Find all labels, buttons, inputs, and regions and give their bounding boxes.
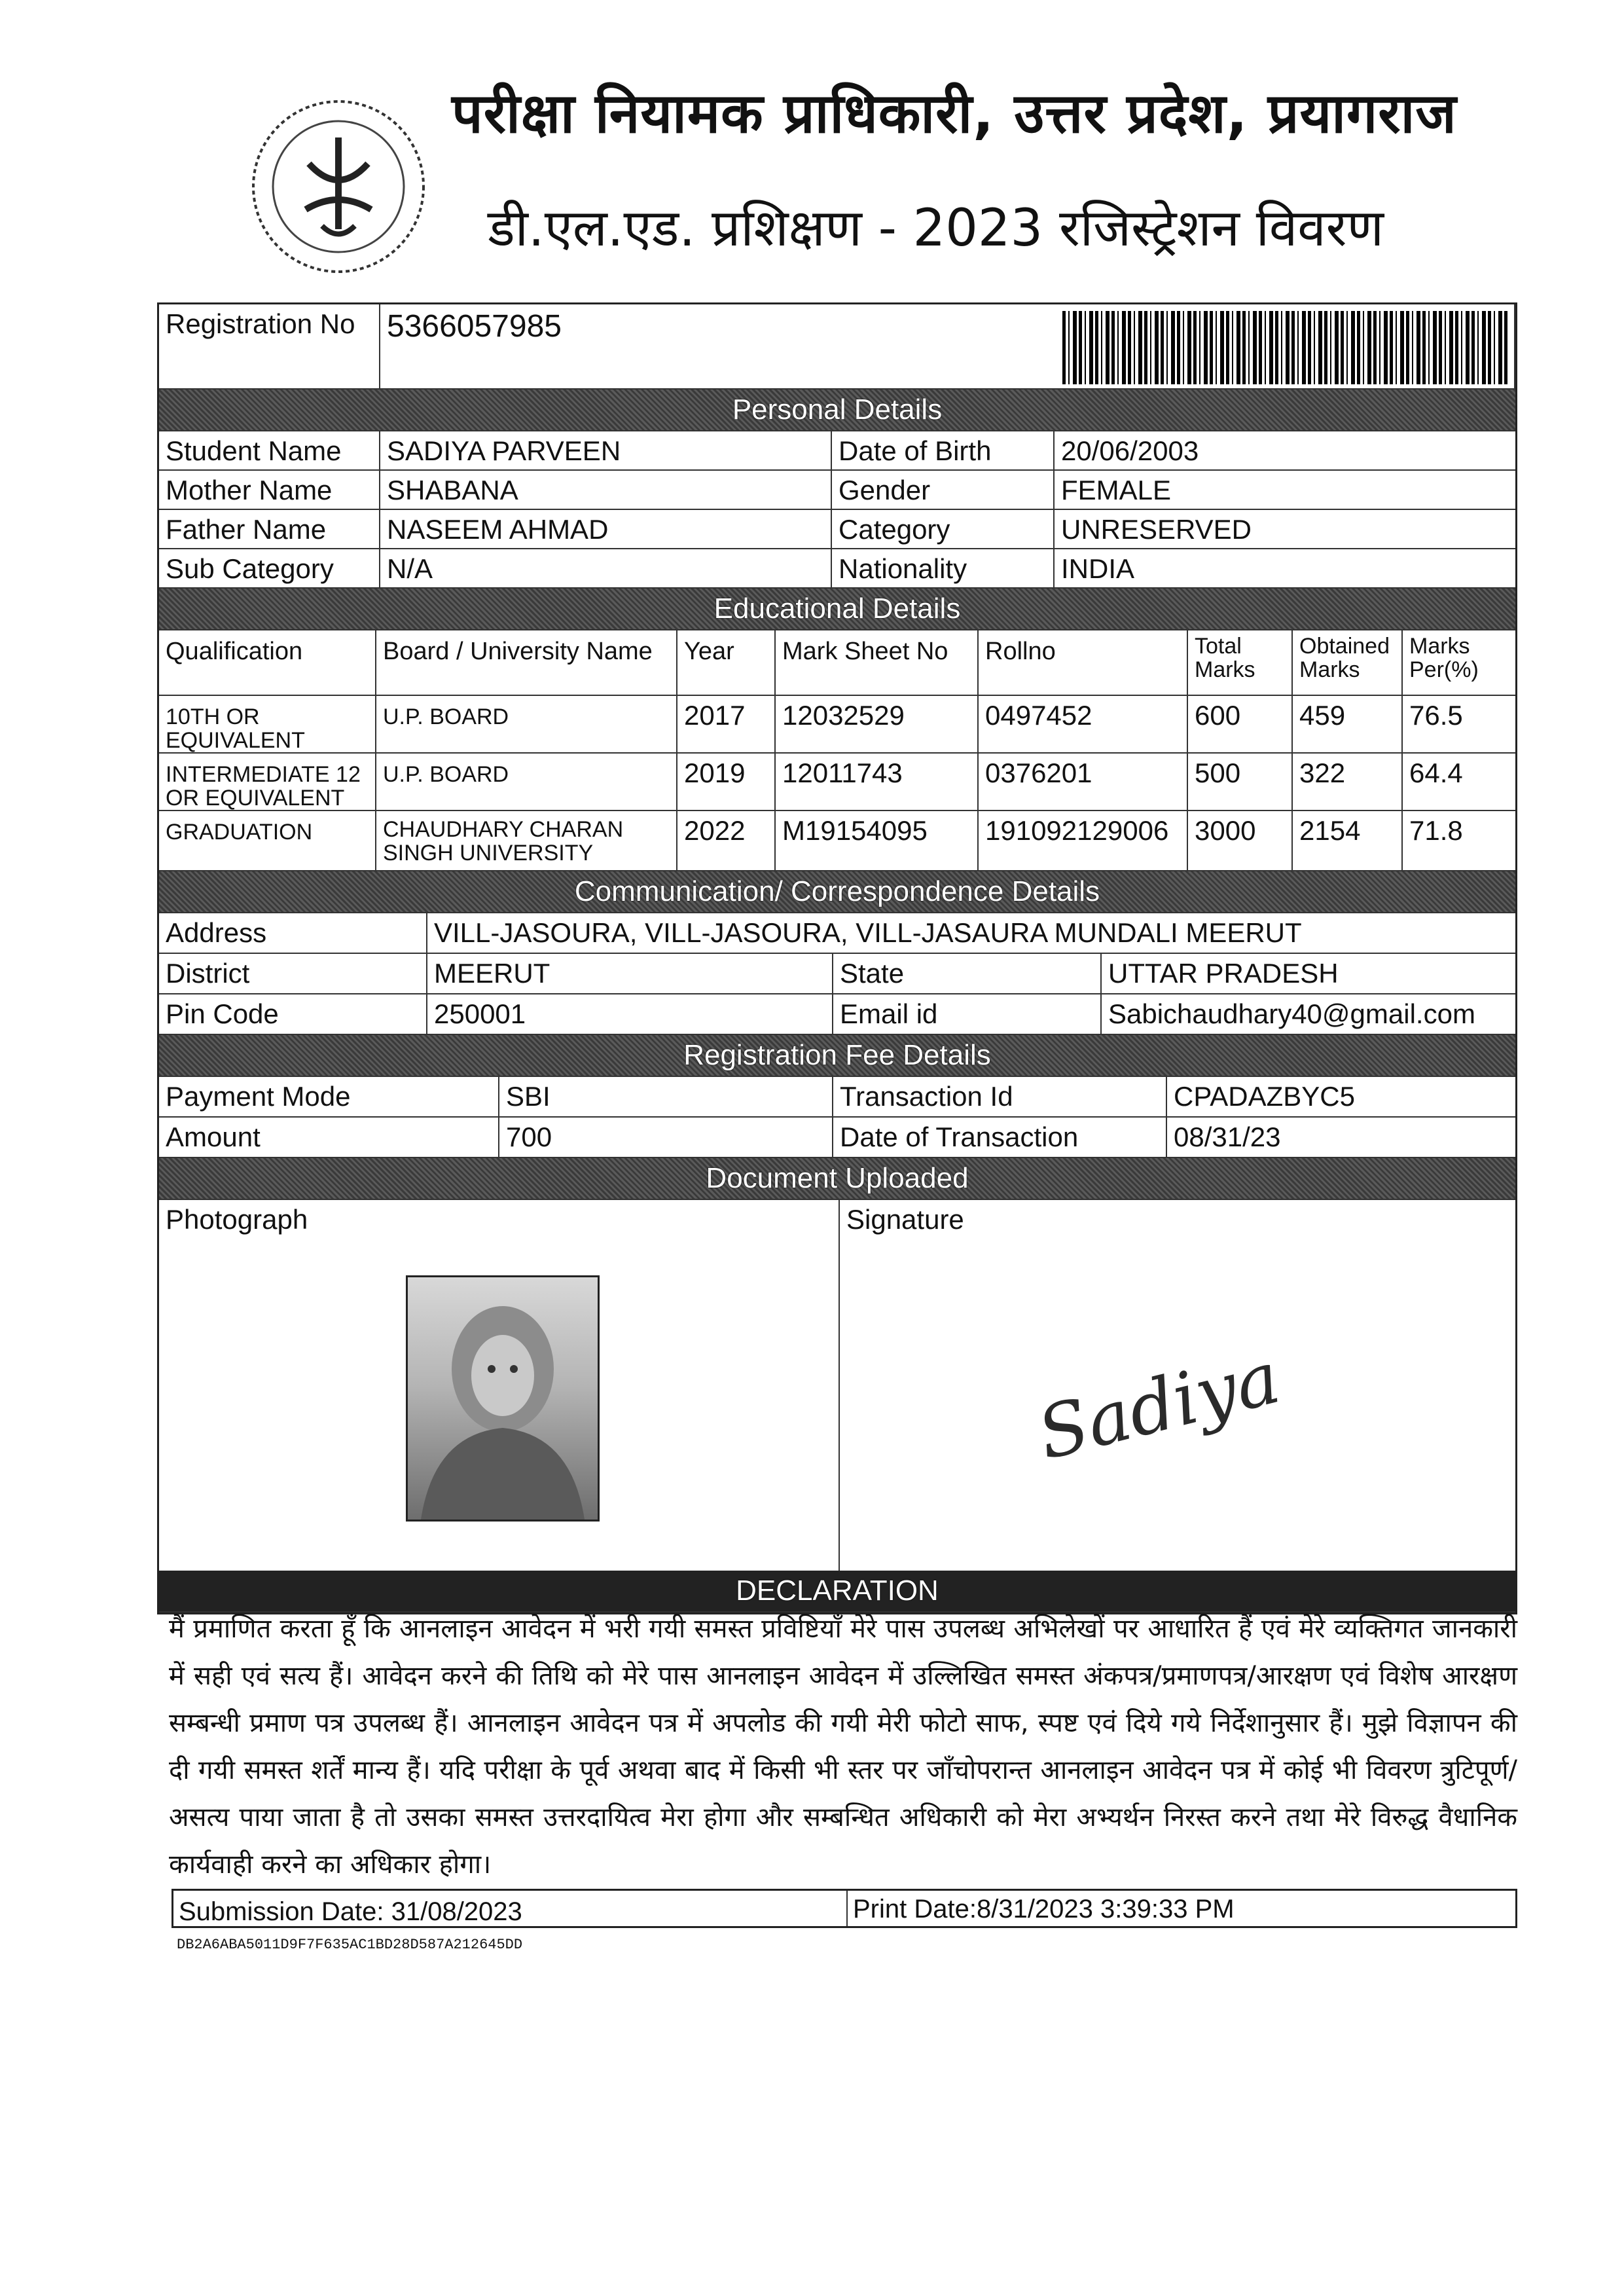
table-cell: 12011743: [776, 754, 979, 810]
declaration-heading: DECLARATION: [159, 1571, 1515, 1613]
applicant-photograph: [406, 1275, 600, 1522]
payment-row: [159, 1077, 1515, 1118]
table-cell: 600: [1188, 696, 1293, 752]
photograph-label: Photograph: [159, 1200, 840, 1571]
educational-details-heading: Educational Details: [159, 589, 1515, 630]
declaration-text: मैं प्रमाणित करता हूँ कि आनलाइन आवेदन में भरी गयी समस्त प्रविष्टियाँ मेरे पास उपलब्ध अभिलेखों पर आधारित हैं एवं मेरे व्यक्तिगत जानकारी में सही एवं सत्य हैं। आवेदन करने की तिथि को मेरे पास आनलाइन आवेदन में उल्लिखित समस्त अंकपत्र/प्रमाणपत्र/आरक्षण एवं विशेष आरक्षण सम्बन्धी प्रमाण पत्र उपलब्ध हैं। आनलाइन आवेदन पत्र में अपलोड की गयी मेरी फोटो साफ, स्पष्ट एवं दिये गये निर्देशानुसार हैं। मुझे विज्ञापन की दी गयी समस्त शर्तें मान्य हैं। यदि परीक्षा के पूर्व अथवा बाद में किसी भी स्तर पर जाँचोपरान्त आनलाइन आवेदन पत्र में कोई भी विवरण त्रुटिपूर्ण/असत्य पाया जाता है तो उसका समस्त उत्तरदायित्व मेरा होगा और सम्बन्धित अधिकारी को मेरा अभ्यर्थन निरस्त करने तथा मेरे विरुद्ध वैधानिक कार्यवाही करने का अधिकार होगा।: [169, 1614, 1517, 1880]
amount-row: [159, 1118, 1515, 1158]
document-subtitle: डी.एल.एड. प्रशिक्षण - 2023 रजिस्ट्रेशन विवरण: [488, 199, 1384, 258]
gender-value: FEMALE: [1061, 475, 1172, 505]
address-value: VILL-JASOURA, VILL-JASOURA, VILL-JASAURA MUNDALI MEERUT: [434, 917, 1302, 948]
sub-category-value: N/A: [380, 549, 832, 587]
amount-label: Amount: [159, 1118, 499, 1157]
table-cell: 459: [1293, 696, 1403, 752]
table-cell: 76.5: [1409, 700, 1463, 731]
table-cell: 0497452: [979, 696, 1188, 752]
student-name-label: Student Name: [159, 431, 380, 469]
transaction-date-label: Date of Transaction: [833, 1118, 1167, 1157]
table-cell: 322: [1293, 754, 1403, 810]
address-label: Address: [159, 913, 427, 953]
table-cell: 12032529: [776, 696, 979, 752]
district-label: District: [159, 954, 427, 993]
document-hash: DB2A6ABA5011D9F7F635AC1BD28D587A212645DD: [177, 1937, 523, 1953]
table-header: Year: [677, 630, 776, 695]
transaction-id-label: Transaction Id: [833, 1077, 1167, 1116]
category-value: UNRESERVED: [1061, 514, 1252, 545]
father-name-value: NASEEM AHMAD: [380, 510, 832, 548]
registration-form: [157, 302, 1517, 1614]
table-header: Board / University Name: [376, 630, 677, 695]
table-header: Obtained Marks: [1293, 630, 1403, 695]
personal-row: [159, 431, 1515, 471]
personal-row: [159, 510, 1515, 549]
mother-name-label: Mother Name: [159, 471, 380, 509]
table-cell: 2022: [677, 811, 776, 870]
nationality-label: Nationality: [832, 549, 1055, 587]
table-header: Mark Sheet No: [776, 630, 979, 695]
payment-mode-label: Payment Mode: [159, 1077, 499, 1116]
personal-row: [159, 549, 1515, 589]
signature-box: [840, 1200, 1515, 1571]
table-cell: 500: [1188, 754, 1293, 810]
table-header: Total Marks: [1188, 630, 1293, 695]
state-label: State: [833, 954, 1102, 993]
dob-value: 20/06/2003: [1061, 435, 1199, 466]
barcode-icon: [1062, 311, 1507, 384]
fee-details-heading: Registration Fee Details: [159, 1035, 1515, 1077]
personal-details-heading: Personal Details: [159, 390, 1515, 431]
transaction-date-value: 08/31/23: [1174, 1121, 1281, 1152]
amount-value: 700: [499, 1118, 833, 1157]
table-row: [159, 696, 1515, 754]
table-cell: 10TH OR EQUIVALENT: [159, 696, 376, 752]
category-label: Category: [832, 510, 1055, 548]
table-cell: U.P. BOARD: [376, 696, 677, 752]
sub-category-label: Sub Category: [159, 549, 380, 587]
table-row: [159, 754, 1515, 811]
state-value: UTTAR PRADESH: [1108, 958, 1339, 989]
education-header-row: [159, 630, 1515, 696]
father-name-label: Father Name: [159, 510, 380, 548]
table-cell: 2017: [677, 696, 776, 752]
table-row: [159, 811, 1515, 871]
documents-row: [159, 1200, 1515, 1571]
mother-name-value: SHABANA: [380, 471, 832, 509]
personal-row: [159, 471, 1515, 510]
signature-label: Signature: [846, 1204, 964, 1235]
pin-code-value: 250001: [427, 994, 833, 1034]
table-cell: GRADUATION: [159, 811, 376, 870]
documents-heading: Document Uploaded: [159, 1158, 1515, 1200]
pin-row: [159, 994, 1515, 1035]
up-emblem-logo: [244, 92, 433, 282]
table-cell: INTERMEDIATE 12 OR EQUIVALENT: [159, 754, 376, 810]
email-value: Sabichaudhary40@gmail.com: [1108, 998, 1475, 1029]
table-header: Marks Per(%): [1409, 634, 1479, 682]
pin-code-label: Pin Code: [159, 994, 427, 1034]
print-date: Print Date:8/31/2023 3:39:33 PM: [853, 1895, 1235, 1923]
table-cell: 64.4: [1409, 757, 1463, 788]
table-cell: 191092129006: [979, 811, 1188, 870]
district-row: [159, 954, 1515, 994]
table-cell: 2154: [1293, 811, 1403, 870]
footer-dates: [171, 1889, 1517, 1928]
table-cell: U.P. BOARD: [376, 754, 677, 810]
table-cell: 2019: [677, 754, 776, 810]
table-cell: 0376201: [979, 754, 1188, 810]
table-header: Rollno: [979, 630, 1188, 695]
signature-image: Sadiya: [1030, 1335, 1288, 1476]
registration-label: Registration No: [159, 304, 380, 388]
table-cell: CHAUDHARY CHARAN SINGH UNIVERSITY: [376, 811, 677, 870]
dob-label: Date of Birth: [832, 431, 1055, 469]
student-name-value: SADIYA PARVEEN: [380, 431, 832, 469]
authority-title: परीक्षा नियामक प्राधिकारी, उत्तर प्रदेश, प्रयागराज: [452, 81, 1457, 145]
gender-label: Gender: [832, 471, 1055, 509]
registration-number: 5366057985: [380, 304, 1515, 388]
table-cell: 3000: [1188, 811, 1293, 870]
transaction-id-value: CPADAZBYC5: [1174, 1081, 1355, 1112]
address-row: [159, 913, 1515, 954]
payment-mode-value: SBI: [499, 1077, 833, 1116]
email-label: Email id: [833, 994, 1102, 1034]
registration-row: [159, 304, 1515, 390]
communication-heading: Communication/ Correspondence Details: [159, 871, 1515, 913]
district-value: MEERUT: [427, 954, 833, 993]
nationality-value: INDIA: [1061, 553, 1135, 584]
table-cell: 71.8: [1409, 815, 1463, 846]
table-cell: M19154095: [776, 811, 979, 870]
submission-date: Submission Date: 31/08/2023: [173, 1891, 848, 1926]
table-header: Qualification: [159, 630, 376, 695]
